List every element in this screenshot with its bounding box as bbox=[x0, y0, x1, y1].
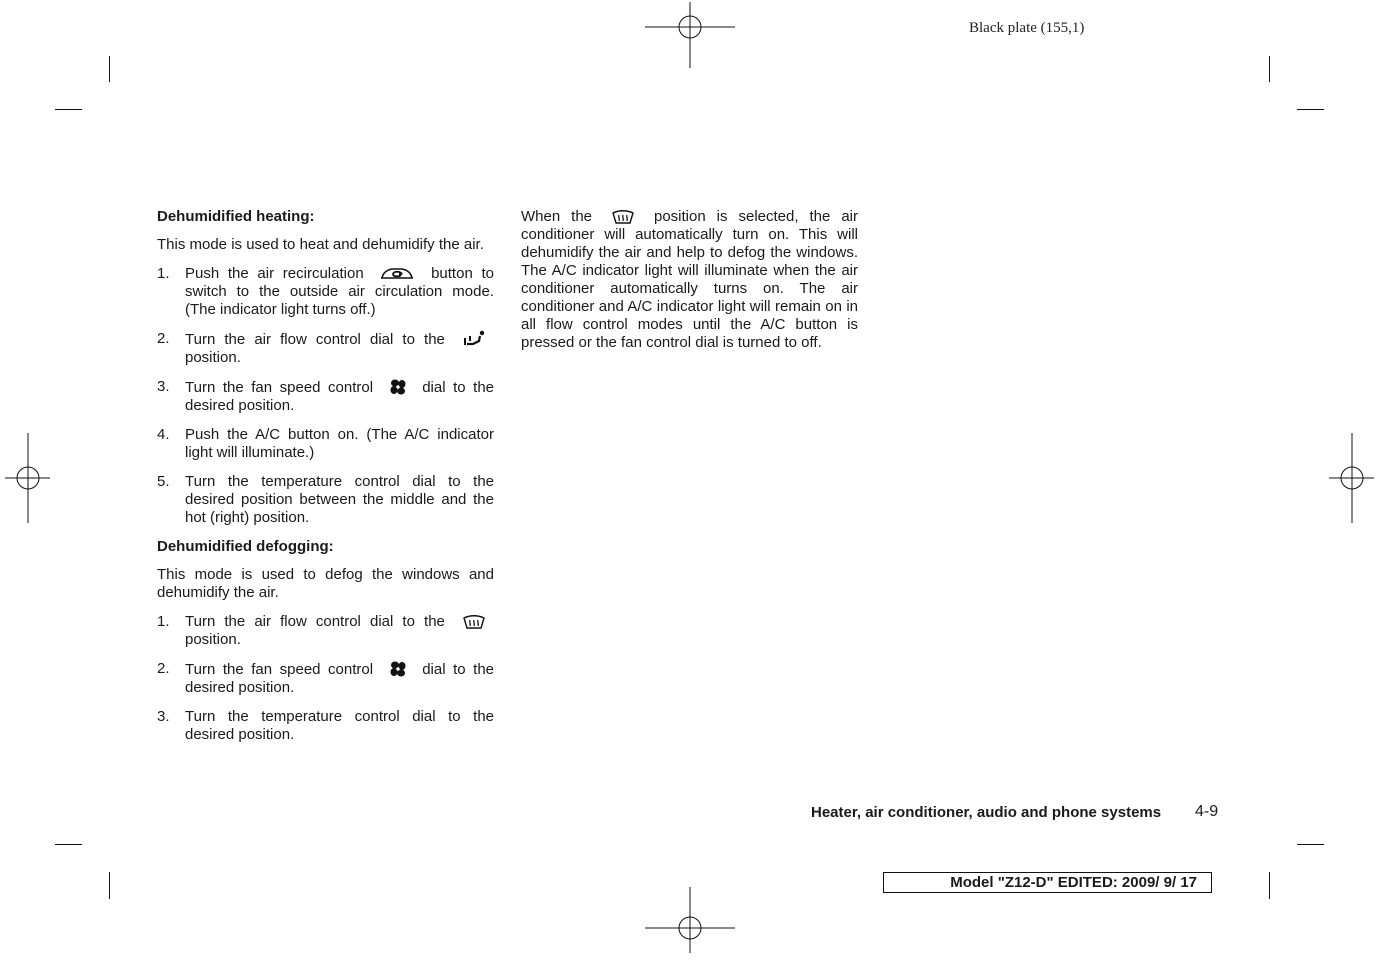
intro-paragraph: This mode is used to heat and dehumidify the air. bbox=[157, 236, 484, 253]
section-heading: Dehumidified heating: bbox=[157, 208, 315, 225]
crop-mark bbox=[1297, 844, 1324, 845]
paragraph-text: When the bbox=[521, 208, 593, 225]
step-number: 3. bbox=[157, 708, 170, 725]
registration-mark-bottom bbox=[645, 883, 735, 973]
steps-list bbox=[157, 265, 494, 527]
crop-mark bbox=[109, 56, 110, 82]
step-text: position. bbox=[185, 631, 241, 648]
step-text: dial to the desired position. bbox=[185, 379, 495, 414]
intro-paragraph: This mode is used to defog the windows and dehumidify the air. bbox=[157, 566, 494, 601]
step-text: Turn the air flow control dial to the bbox=[185, 331, 445, 348]
plate-label: Black plate (155,1) bbox=[969, 20, 1085, 36]
step-number: 1. bbox=[157, 613, 170, 630]
step-text: button to switch to the outside air circulation mode. (The indicator light turns off.) bbox=[185, 265, 494, 318]
step-number: 1. bbox=[157, 265, 170, 282]
steps-list bbox=[157, 613, 494, 744]
list-item bbox=[157, 708, 494, 744]
crop-mark bbox=[55, 844, 82, 845]
crop-mark bbox=[1269, 56, 1270, 82]
right-column bbox=[521, 208, 858, 363]
step-number: 2. bbox=[157, 660, 170, 677]
step-text: Push the air recirculation bbox=[185, 265, 364, 282]
step-text: Turn the fan speed control bbox=[185, 379, 374, 396]
body-paragraph bbox=[521, 208, 858, 352]
fan-icon bbox=[389, 660, 407, 678]
air-recirculation-icon bbox=[380, 266, 414, 282]
crop-mark bbox=[1269, 872, 1270, 899]
section-heading: Dehumidified defogging: bbox=[157, 538, 334, 555]
step-number: 2. bbox=[157, 330, 170, 347]
defrost-icon bbox=[462, 614, 486, 630]
list-item bbox=[157, 660, 494, 697]
step-number: 3. bbox=[157, 378, 170, 395]
list-item bbox=[157, 330, 494, 367]
model-edit-stamp: Model "Z12-D" EDITED: 2009/ 9/ 17 bbox=[883, 872, 1212, 893]
step-number: 4. bbox=[157, 426, 170, 443]
crop-mark bbox=[55, 109, 82, 110]
step-text: dial to the desired position. bbox=[185, 661, 495, 696]
crop-mark bbox=[109, 872, 110, 899]
page-number: 4-9 bbox=[1195, 803, 1219, 820]
list-item bbox=[157, 378, 494, 415]
foot-defrost-flow-icon bbox=[462, 330, 486, 348]
step-number: 5. bbox=[157, 473, 170, 490]
step-text: Turn the temperature control dial to the desired position. bbox=[185, 708, 494, 743]
registration-mark-left bbox=[0, 433, 73, 523]
list-item bbox=[157, 473, 494, 527]
step-text: Turn the temperature control dial to the desired position between the middle and the hot (right) position. bbox=[185, 473, 494, 526]
list-item bbox=[157, 613, 494, 649]
crop-mark bbox=[1297, 109, 1324, 110]
step-text: Turn the air flow control dial to the bbox=[185, 613, 445, 630]
registration-mark-top bbox=[645, 0, 735, 72]
step-text: Push the A/C button on. (The A/C indicator light will illuminate.) bbox=[185, 426, 494, 461]
registration-mark-right bbox=[1307, 433, 1381, 523]
section-footer-title: Heater, air conditioner, audio and phone systems bbox=[811, 804, 1162, 821]
step-text: position. bbox=[185, 349, 241, 366]
list-item bbox=[157, 426, 494, 462]
paragraph-text: position is selected, the air conditioner will automatically turn on. This will dehumidify the air and help to defog the windows. The A/C indicator light will illuminate when the air conditioner automatically turns on. The air conditioner and A/C indicator light will remain on in all flow control modes until the A/C button is pressed or the fan control dial is turned to off. bbox=[521, 208, 858, 351]
step-text: Turn the fan speed control bbox=[185, 661, 374, 678]
list-item bbox=[157, 265, 494, 319]
defrost-icon bbox=[611, 209, 635, 225]
left-column bbox=[157, 208, 494, 755]
fan-icon bbox=[389, 378, 407, 396]
